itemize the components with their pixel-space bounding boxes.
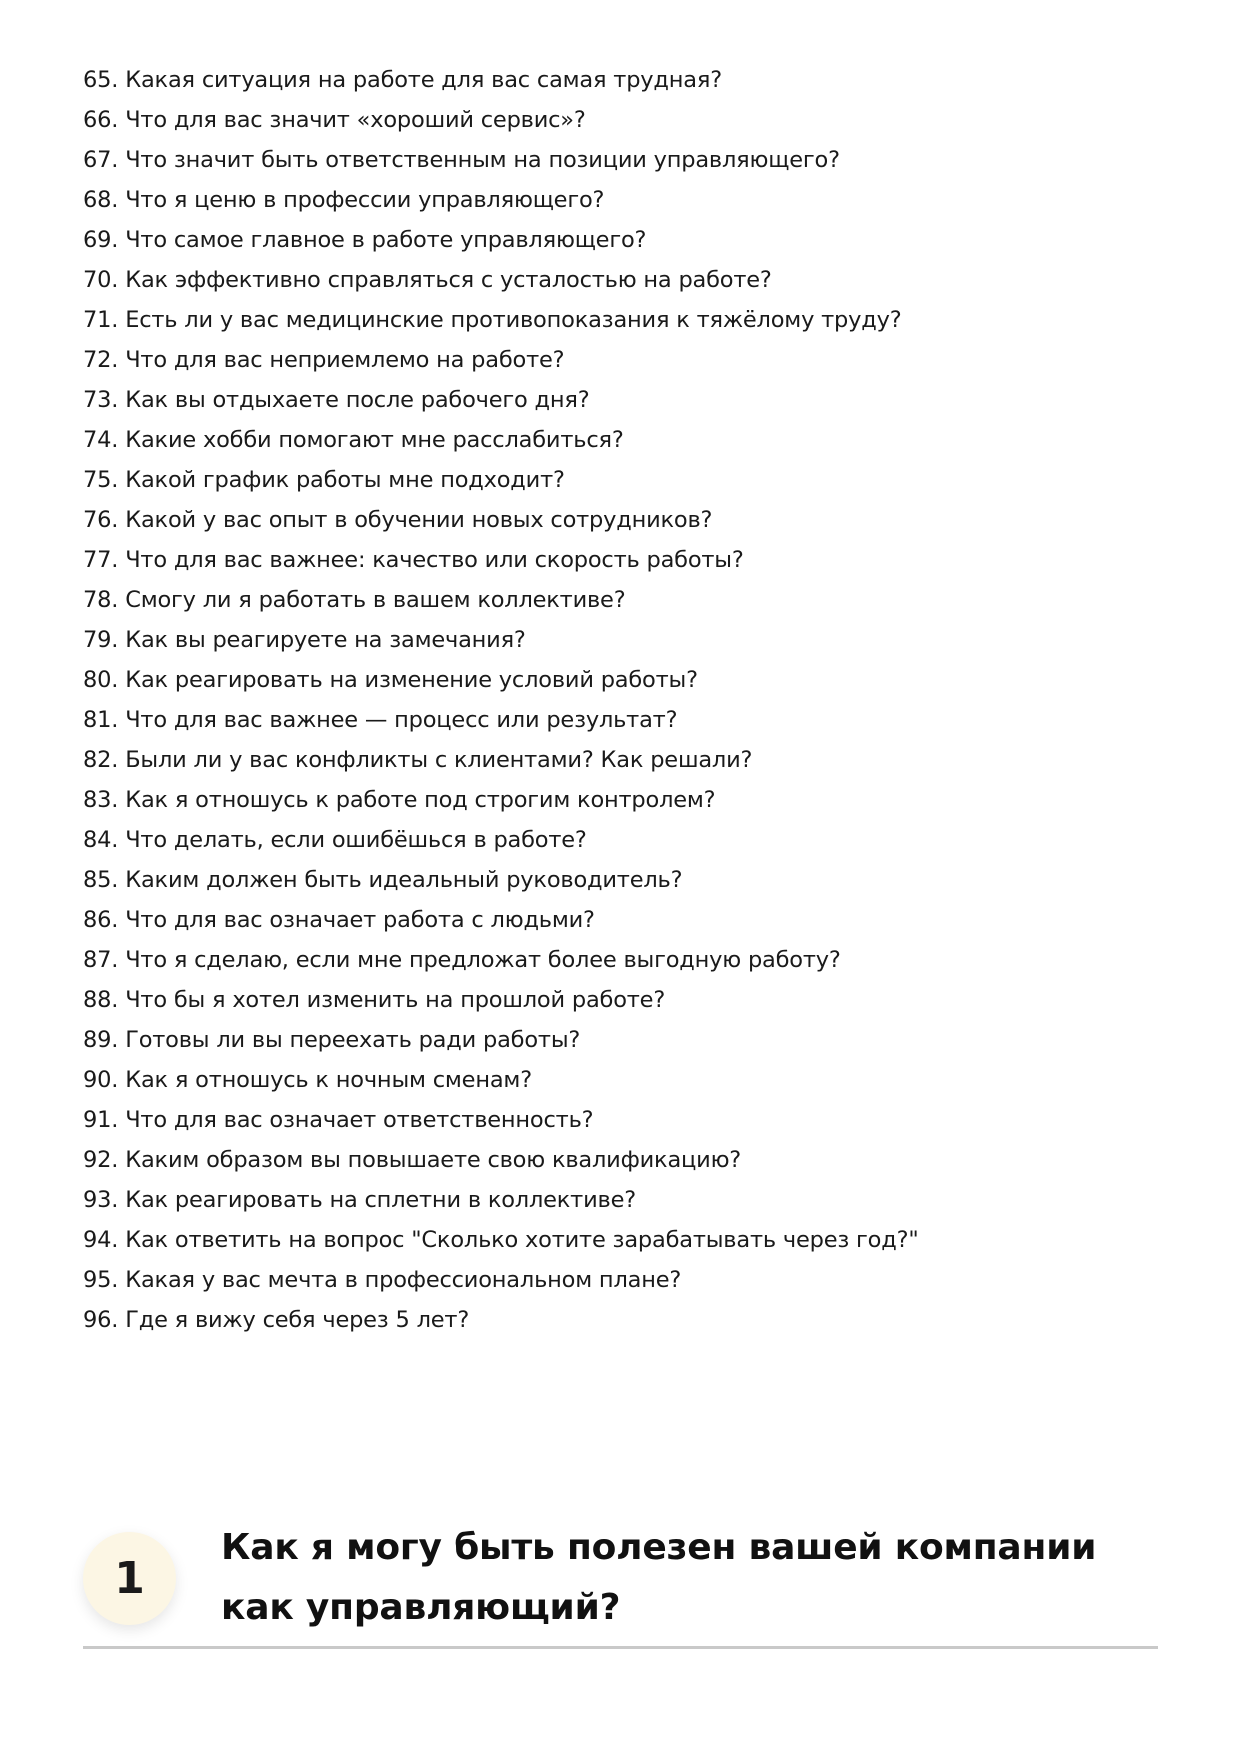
- question-number: 69.: [83, 227, 119, 253]
- question-text: Что я ценю в профессии управляющего?: [125, 187, 605, 213]
- question-number: 76.: [83, 507, 119, 533]
- question-text: Готовы ли вы переехать ради работы?: [125, 1027, 581, 1053]
- question-text: Где я вижу себя через 5 лет?: [125, 1307, 470, 1333]
- question-number: 84.: [83, 827, 119, 853]
- list-item: [83, 940, 919, 980]
- question-text: Что для вас важнее — процесс или результат?: [125, 707, 678, 733]
- question-number: 91.: [83, 1107, 119, 1133]
- question-text: Как реагировать на изменение условий работы?: [125, 667, 698, 693]
- list-item: [83, 500, 919, 540]
- question-number: 75.: [83, 467, 119, 493]
- question-text: Каким должен быть идеальный руководитель?: [125, 867, 683, 893]
- question-text: Что для вас означает ответственность?: [125, 1107, 594, 1133]
- question-number: 83.: [83, 787, 119, 813]
- question-text: Что значит быть ответственным на позиции управляющего?: [125, 147, 840, 173]
- list-item: [83, 460, 919, 500]
- question-text: Что самое главное в работе управляющего?: [125, 227, 647, 253]
- question-text: Как я отношусь к работе под строгим контролем?: [125, 787, 716, 813]
- list-item: [83, 580, 919, 620]
- question-text: Какая ситуация на работе для вас самая трудная?: [125, 67, 722, 93]
- list-item: [83, 1220, 919, 1260]
- question-number: 81.: [83, 707, 119, 733]
- question-text: Какая у вас мечта в профессиональном плане?: [125, 1267, 682, 1293]
- question-number: 96.: [83, 1307, 119, 1333]
- question-text: Какой график работы мне подходит?: [125, 467, 565, 493]
- question-number: 68.: [83, 187, 119, 213]
- question-number: 92.: [83, 1147, 119, 1173]
- question-number: 74.: [83, 427, 119, 453]
- list-item: [83, 1300, 919, 1340]
- list-item: [83, 700, 919, 740]
- list-item: [83, 60, 919, 100]
- question-text: Что бы я хотел изменить на прошлой работе?: [125, 987, 666, 1013]
- question-number: 95.: [83, 1267, 119, 1293]
- question-number: 82.: [83, 747, 119, 773]
- list-item: [83, 980, 919, 1020]
- list-item: [83, 1260, 919, 1300]
- section-divider: [83, 1646, 1158, 1649]
- list-item: [83, 540, 919, 580]
- section-header: [83, 1508, 1158, 1648]
- question-text: Какие хобби помогают мне расслабиться?: [125, 427, 624, 453]
- question-number: 65.: [83, 67, 119, 93]
- question-text: Как вы отдыхаете после рабочего дня?: [125, 387, 590, 413]
- list-item: [83, 620, 919, 660]
- question-number: 70.: [83, 267, 119, 293]
- list-item: [83, 140, 919, 180]
- question-number: 90.: [83, 1067, 119, 1093]
- question-text: Как вы реагируете на замечания?: [125, 627, 526, 653]
- question-number: 71.: [83, 307, 119, 333]
- question-number: 77.: [83, 547, 119, 573]
- list-item: [83, 180, 919, 220]
- question-number: 87.: [83, 947, 119, 973]
- question-number: 73.: [83, 387, 119, 413]
- question-number: 78.: [83, 587, 119, 613]
- question-number: 86.: [83, 907, 119, 933]
- list-item: [83, 1180, 919, 1220]
- question-text: Как реагировать на сплетни в коллективе?: [125, 1187, 636, 1213]
- question-number: 80.: [83, 667, 119, 693]
- question-text: Какой у вас опыт в обучении новых сотрудников?: [125, 507, 713, 533]
- question-number: 93.: [83, 1187, 119, 1213]
- question-text: Что для вас важнее: качество или скорость работы?: [125, 547, 744, 573]
- question-list: [83, 60, 919, 1340]
- list-item: [83, 220, 919, 260]
- section-number-badge: 1: [83, 1532, 176, 1625]
- question-text: Что для вас значит «хороший сервис»?: [125, 107, 586, 133]
- list-item: [83, 740, 919, 780]
- question-text: Каким образом вы повышаете свою квалификацию?: [125, 1147, 742, 1173]
- list-item: [83, 1020, 919, 1060]
- list-item: [83, 300, 919, 340]
- question-text: Что для вас означает работа с людьми?: [125, 907, 595, 933]
- question-text: Как эффективно справляться с усталостью на работе?: [125, 267, 772, 293]
- question-text: Что делать, если ошибёшься в работе?: [125, 827, 587, 853]
- list-item: [83, 660, 919, 700]
- question-number: 85.: [83, 867, 119, 893]
- question-number: 67.: [83, 147, 119, 173]
- list-item: [83, 900, 919, 940]
- list-item: [83, 420, 919, 460]
- list-item: [83, 340, 919, 380]
- list-item: [83, 380, 919, 420]
- question-text: Как я отношусь к ночным сменам?: [125, 1067, 532, 1093]
- question-number: 72.: [83, 347, 119, 373]
- list-item: [83, 820, 919, 860]
- list-item: [83, 1100, 919, 1140]
- list-item: [83, 1060, 919, 1100]
- list-item: [83, 780, 919, 820]
- question-number: 79.: [83, 627, 119, 653]
- list-item: [83, 260, 919, 300]
- question-text: Что для вас неприемлемо на работе?: [125, 347, 565, 373]
- question-text: Были ли у вас конфликты с клиентами? Как решали?: [125, 747, 753, 773]
- question-text: Что я сделаю, если мне предложат более выгодную работу?: [125, 947, 841, 973]
- section-title: Как я могу быть полезен вашей компании как управляющий?: [221, 1527, 1097, 1628]
- question-number: 88.: [83, 987, 119, 1013]
- list-item: [83, 100, 919, 140]
- question-text: Смогу ли я работать в вашем коллективе?: [125, 587, 626, 613]
- list-item: [83, 1140, 919, 1180]
- question-text: Есть ли у вас медицинские противопоказания к тяжёлому труду?: [125, 307, 902, 333]
- list-item: [83, 860, 919, 900]
- question-number: 89.: [83, 1027, 119, 1053]
- question-number: 94.: [83, 1227, 119, 1253]
- question-text: Как ответить на вопрос "Сколько хотите зарабатывать через год?": [125, 1227, 919, 1253]
- question-number: 66.: [83, 107, 119, 133]
